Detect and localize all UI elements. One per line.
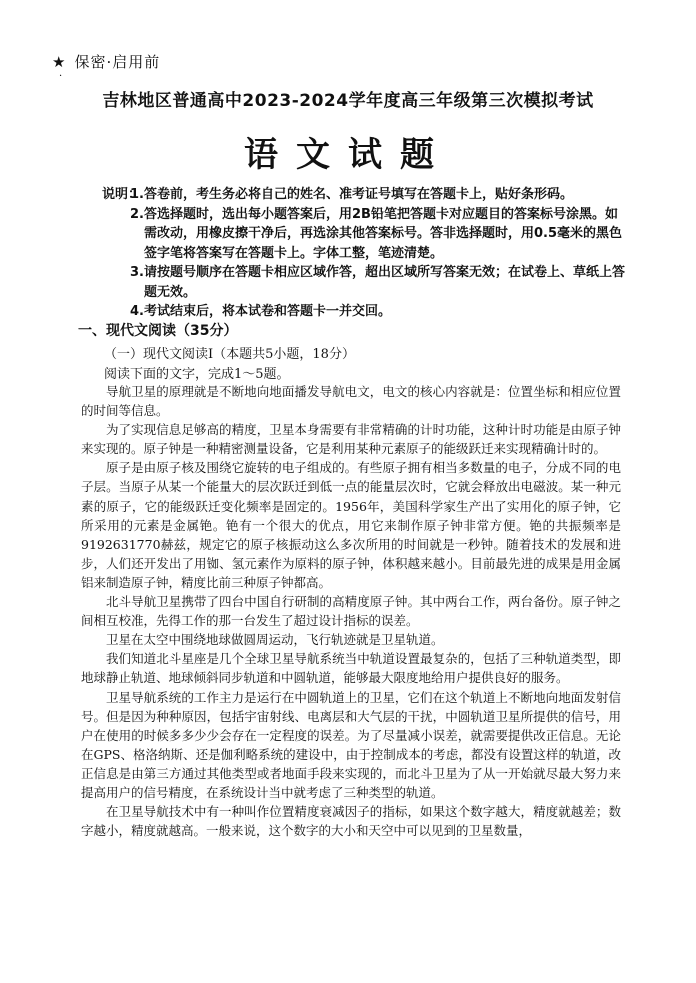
instruction-item-3: 3.请按题号顺序在答题卡相应区域作答，超出区域所写答案无效；在试卷上、草纸上答题无效。 xyxy=(130,265,625,300)
instruction-item-2: 2.答选择题时，选出每小题答案后，用2B铅笔把答题卡对应题目的答案标号涂黑。如需改动，用橡皮擦干净后，再选涂其他答案标号。答非选择题时，用0.5毫米的黑色签字笔将答案写在答题卡上。字体工整，笔迹清楚。 xyxy=(130,206,623,261)
dot-mark: · xyxy=(59,71,63,82)
passage-paragraph: 原子是由原子核及围绕它旋转的电子组成的。有些原子拥有相当多数量的电子，分成不同的电子层。当原子从某一个能量大的层次跃迁到低一点的能量层次时，它就会释放出电磁波。某一种元素的原子，它的能级跃迁变化频率是固定的。1956年，美国科学家生产出了实用化的原子钟，它所采用的元素是金属铯。铯有一个很大的优点，用它来制作原子钟非常方便。铯的共振频率是9192631770赫兹，规定它的原子核振动这么多次所用的时间就是一秒钟。随着技术的发展和进步，人们还开发出了用铷、氢元素作为原料的原子钟，体积越来越小。目前最先进的成果是用金属铝来制造原子钟，精度比前三种原子钟都高。 xyxy=(81,460,621,590)
passage-paragraph: 为了实现信息足够高的精度，卫星本身需要有非常精确的计时功能，这种计时功能是由原子钟来实现的。原子钟是一种精密测量设备，它是利用某种元素原子的能级跃迁来实现精确计时的。 xyxy=(81,422,621,457)
reading-instruction: 阅读下面的文字，完成1～5题。 xyxy=(104,367,290,382)
confidential-text: 保密·启用前 xyxy=(74,53,161,71)
instructions-label: 说明： xyxy=(102,187,142,202)
instruction-item-4: 4.考试结束后，将本试卷和答题卡一并交回。 xyxy=(130,304,391,319)
instructions-block xyxy=(102,185,630,322)
passage xyxy=(81,382,621,840)
passage-paragraph: 卫星在太空中围绕地球做圆周运动，飞行轨迹就是卫星轨道。 xyxy=(106,632,444,648)
subject-title: 语文试题 xyxy=(244,135,452,175)
instruction-item-1: 1.答卷前，考生务必将自己的姓名、准考证号填写在答题卡上，贴好条形码。 xyxy=(130,187,573,202)
section-heading: 一、现代文阅读（35分） xyxy=(78,323,238,339)
confidential-label xyxy=(52,51,160,72)
passage-paragraph: 导航卫星的原理就是不断地向地面播发导航电文，电文的核心内容就是：位置坐标和相应位置的时间等信息。 xyxy=(81,384,621,419)
passage-paragraph: 北斗导航卫星携带了四台中国自行研制的高精度原子钟。其中两台工作，两台备份。原子钟之间相互校准，先得工作的那一台发生了超过设计指标的误差。 xyxy=(81,594,621,629)
passage-paragraph: 在卫星导航技术中有一种叫作位置精度衰减因子的指标，如果这个数字越大，精度就越差；数字越小，精度就越高。一般来说，这个数字的大小和天空中可以见到的卫星数量， xyxy=(81,804,621,839)
passage-paragraph: 卫星导航系统的工作主力是运行在中圆轨道上的卫星，它们在这个轨道上不断地向地面发射信号。但是因为种种原因，包括宇宙射线、电离层和大气层的干扰，中圆轨道卫星所提供的信号，用户在使用的时候多多少少会存在一定程度的误差。为了尽量减小误差，就需要提供改正信息。无论在GPS、格洛纳斯、还是伽利略系统的建设中，由于控制成本的考虑，都没有设置这样的轨道，改正信息是由第三方通过其他类型或者地面手段来实现的，而北斗卫星为了从一开始就尽最大努力来提高用户的信号精度，在系统设计当中就考虑了三种类型的轨道。 xyxy=(81,689,621,800)
star-icon: ★ xyxy=(52,53,67,71)
passage-paragraph: 我们知道北斗星座是几个全球卫星导航系统当中轨道设置最复杂的，包括了三种轨道类型，即地球静止轨道、地球倾斜同步轨道和中圆轨道，能够最大限度地给用户提供良好的服务。 xyxy=(81,651,621,686)
exam-title: 吉林地区普通高中2023-2024学年度高三年级第三次模拟考试 xyxy=(102,91,594,111)
section-subheading: （一）现代文阅读Ⅰ（本题共5小题，18分） xyxy=(104,347,355,362)
